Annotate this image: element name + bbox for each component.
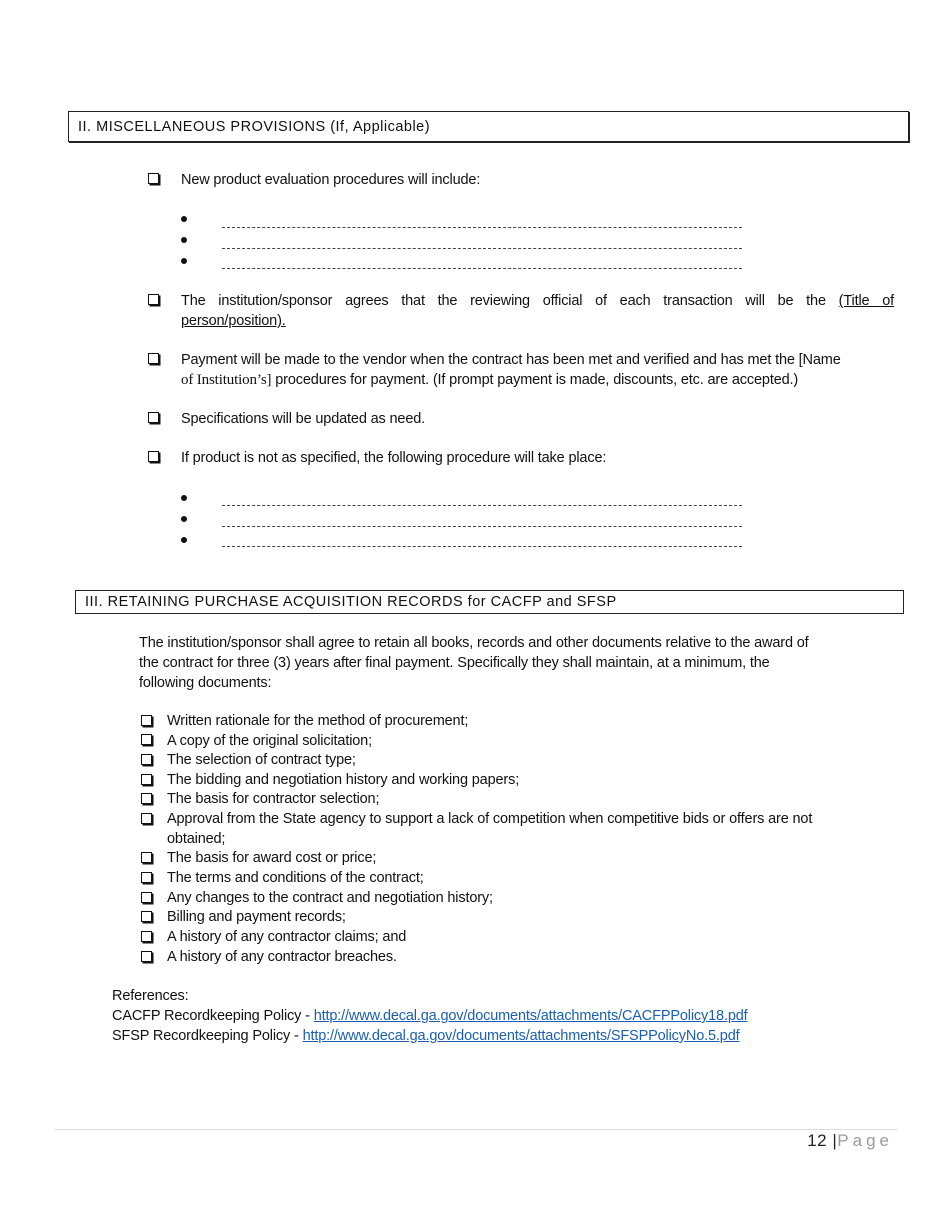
fill-in-blank — [222, 546, 742, 547]
title-placeholder-b: person/position). — [181, 313, 286, 329]
page-number-value: 12 — [807, 1131, 828, 1150]
footer-divider — [55, 1129, 897, 1130]
records-intro-line3: following documents: — [139, 675, 272, 691]
record-item: The bidding and negotiation history and working papers; — [167, 772, 520, 788]
bullet-icon — [181, 258, 187, 264]
record-item: The basis for contractor selection; — [167, 791, 380, 807]
bullet-icon — [181, 237, 187, 243]
records-intro-line1: The institution/sponsor shall agree to retain all books, records and other documents relative to the award of — [139, 635, 809, 651]
item-payment-line1: Payment will be made to the vendor when the contract has been met and verified and has met the [Name — [181, 352, 841, 368]
checkbox-icon — [141, 892, 152, 903]
references-label: References: — [112, 988, 189, 1004]
record-item-continued: obtained; — [167, 831, 226, 847]
record-item: The selection of contract type; — [167, 752, 356, 768]
checkbox-icon — [148, 412, 159, 423]
fill-in-blank — [222, 227, 742, 228]
item-specifications: Specifications will be updated as need. — [181, 411, 426, 427]
item-reviewing-official — [181, 291, 894, 311]
checkbox-icon — [141, 715, 152, 726]
records-intro-line2: the contract for three (3) years after final payment. Specifically they shall maintain, at a minimum, the — [139, 655, 770, 671]
section-2-header — [68, 111, 909, 142]
section-3-title: III. RETAINING PURCHASE ACQUISITION RECORDS for CACFP and SFSP — [85, 594, 617, 610]
fill-in-blank — [222, 505, 742, 506]
page-separator: | — [832, 1131, 838, 1150]
checkbox-icon — [141, 872, 152, 883]
section-2-title: II. MISCELLANEOUS PROVISIONS (If, Applicable) — [78, 118, 431, 135]
bullet-icon — [181, 216, 187, 222]
checkbox-icon — [141, 931, 152, 942]
checkbox-icon — [141, 813, 152, 824]
record-item: Billing and payment records; — [167, 909, 346, 925]
checkbox-icon — [141, 852, 152, 863]
record-item: A copy of the original solicitation; — [167, 733, 372, 749]
checkbox-icon — [141, 951, 152, 962]
checkbox-icon — [141, 734, 152, 745]
item-payment-line2-text: procedures for payment. (If prompt payment is made, discounts, etc. are accepted.) — [271, 372, 799, 388]
item-reviewing-official-text: The institution/sponsor agrees that the reviewing official of each transaction will be the — [181, 293, 826, 309]
checkbox-icon — [148, 353, 159, 364]
item-product-not-specified: If product is not as specified, the following procedure will take place: — [181, 450, 607, 466]
fill-in-blank — [222, 526, 742, 527]
checkbox-icon — [141, 774, 152, 785]
checkbox-icon — [141, 793, 152, 804]
record-item: The basis for award cost or price; — [167, 850, 377, 866]
sfsp-policy-link[interactable]: http://www.decal.ga.gov/documents/attachments/SFSPPolicyNo.5.pdf — [302, 1028, 740, 1044]
fill-in-blank — [222, 248, 742, 249]
record-item: A history of any contractor claims; and — [167, 929, 407, 945]
cacfp-reference-label: CACFP Recordkeeping Policy - — [112, 1008, 314, 1024]
item-new-product: New product evaluation procedures will include: — [181, 172, 481, 188]
fill-in-blank — [222, 268, 742, 269]
section-3-header — [75, 590, 904, 614]
institution-name-placeholder: of Institution’s] — [181, 372, 272, 388]
checkbox-icon — [141, 911, 152, 922]
record-item: Written rationale for the method of procurement; — [167, 713, 469, 729]
checkbox-icon — [148, 173, 159, 184]
checkbox-icon — [148, 451, 159, 462]
cacfp-policy-link[interactable]: http://www.decal.ga.gov/documents/attachments/CACFPPolicy18.pdf — [313, 1008, 748, 1024]
checkbox-icon — [148, 294, 159, 305]
bullet-icon — [181, 495, 187, 501]
cacfp-reference — [112, 1006, 748, 1026]
record-item: Any changes to the contract and negotiation history; — [167, 890, 493, 906]
checkbox-icon — [141, 754, 152, 765]
sfsp-reference-label: SFSP Recordkeeping Policy - — [112, 1028, 303, 1044]
record-item: Approval from the State agency to support a lack of competition when competitive bids or offers are not — [167, 811, 813, 827]
record-item: A history of any contractor breaches. — [167, 949, 397, 965]
item-payment-line2 — [181, 370, 798, 390]
title-placeholder-a: (Title of — [838, 293, 894, 309]
record-item: The terms and conditions of the contract; — [167, 870, 424, 886]
page-number — [807, 1131, 893, 1151]
page-word: Page — [837, 1131, 893, 1150]
bullet-icon — [181, 516, 187, 522]
bullet-icon — [181, 537, 187, 543]
sfsp-reference — [112, 1026, 739, 1046]
